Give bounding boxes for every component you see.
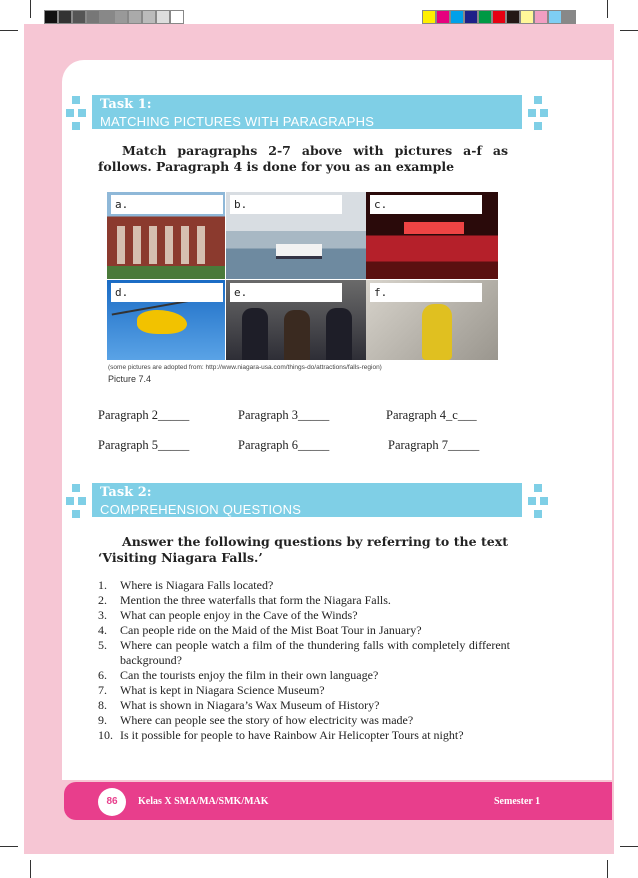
paragraph-6-blank: Paragraph 6_____ [238,438,330,452]
question-item [98,683,510,698]
picture-d [107,280,225,360]
question-number: 6. [98,668,107,682]
picture-b-label: b. [230,195,342,214]
crop-mark [607,0,608,18]
crop-mark [0,30,18,31]
picture-f [366,280,498,360]
task2-banner [92,483,522,517]
question-number: 3. [98,608,107,622]
question-text: Is it possible for people to have Rainbow Air Helicopter Tours at night? [120,728,464,742]
boat-shape [276,244,322,259]
question-number: 2. [98,593,107,607]
paragraph-5-blank: Paragraph 5_____ [98,438,190,452]
question-text: Can the tourists enjoy the film in their own language? [120,668,379,682]
question-item [98,593,510,608]
question-text: Can people ride on the Maid of the Mist Boat Tour in January? [120,623,422,637]
question-item [98,578,510,593]
question-text: What can people enjoy in the Cave of the Winds? [120,608,358,622]
crop-mark [607,860,608,878]
question-number: 5. [98,638,107,652]
picture-a [107,192,225,279]
question-number: 10. [98,728,113,742]
raincoat-figure [422,304,452,360]
task1-title: MATCHING PICTURES WITH PARAGRAPHS [100,114,375,129]
task1-number: Task 1: [100,97,152,112]
question-item [98,698,510,713]
question-number: 9. [98,713,107,727]
banner-decoration-left [66,484,86,518]
question-item [98,623,510,638]
question-text: Where can people watch a film of the thundering falls with completely different background? [120,638,510,667]
question-item [98,668,510,683]
picture-f-label: f. [370,283,482,302]
question-text: What is shown in Niagara’s Wax Museum of History? [120,698,380,712]
picture-e [226,280,366,360]
crop-mark [620,846,638,847]
task1-banner [92,95,522,129]
helicopter-shape [137,310,187,334]
paragraph-7-blank: Paragraph 7_____ [388,438,480,452]
crop-mark [0,846,18,847]
wax-figure-2 [284,310,310,360]
question-item [98,638,510,668]
picture-caption: Picture 7.4 [108,374,152,384]
semester-label: Semester 1 [494,796,541,807]
page-number: 86 [98,788,126,816]
question-text: Where can people see the story of how electricity was made? [120,713,414,727]
question-number: 1. [98,578,107,592]
task2-instruction: Answer the following questions by referring to the text ‘Visiting Niagara Falls.’ [98,534,508,565]
question-item [98,608,510,623]
task2-number: Task 2: [100,485,152,500]
grayscale-color-bar [44,10,184,24]
question-item [98,728,510,743]
question-number: 7. [98,683,107,697]
picture-c [366,192,498,279]
banner-decoration-right [528,96,548,130]
question-text: Where is Niagara Falls located? [120,578,274,592]
book-title: Kelas X SMA/MA/SMK/MAK [138,796,269,807]
crop-mark [620,30,638,31]
picture-e-label: e. [230,283,342,302]
picture-d-label: d. [111,283,223,302]
paragraph-3-blank: Paragraph 3_____ [238,408,330,422]
picture-c-label: c. [370,195,482,214]
picture-b [226,192,366,279]
theatre-sign [404,222,464,234]
wax-figure-1 [242,308,268,360]
crop-mark [30,0,31,18]
banner-decoration-right [528,484,548,518]
task1-instruction: Match paragraphs 2-7 above with pictures a-f as follows. Paragraph 4 is done for you as an example [98,143,508,174]
cmyk-color-bar [422,10,576,24]
crop-mark [30,860,31,878]
question-item [98,713,510,728]
picture-source: (some pictures are adopted from: http://www.niagara-usa.com/things-do/attractions/falls-region) [108,364,382,371]
question-text: Mention the three waterfalls that form the Niagara Falls. [120,593,391,607]
question-number: 8. [98,698,107,712]
task2-title: COMPREHENSION QUESTIONS [100,502,302,517]
paragraph-2-blank: Paragraph 2_____ [98,408,190,422]
banner-decoration-left [66,96,86,130]
paragraph-4-blank: Paragraph 4_c___ [386,408,477,422]
question-number: 4. [98,623,107,637]
wax-figure-3 [326,308,352,360]
picture-a-label: a. [111,195,223,214]
question-list [98,578,510,743]
building-windows [117,226,213,264]
question-text: What is kept in Niagara Science Museum? [120,683,325,697]
